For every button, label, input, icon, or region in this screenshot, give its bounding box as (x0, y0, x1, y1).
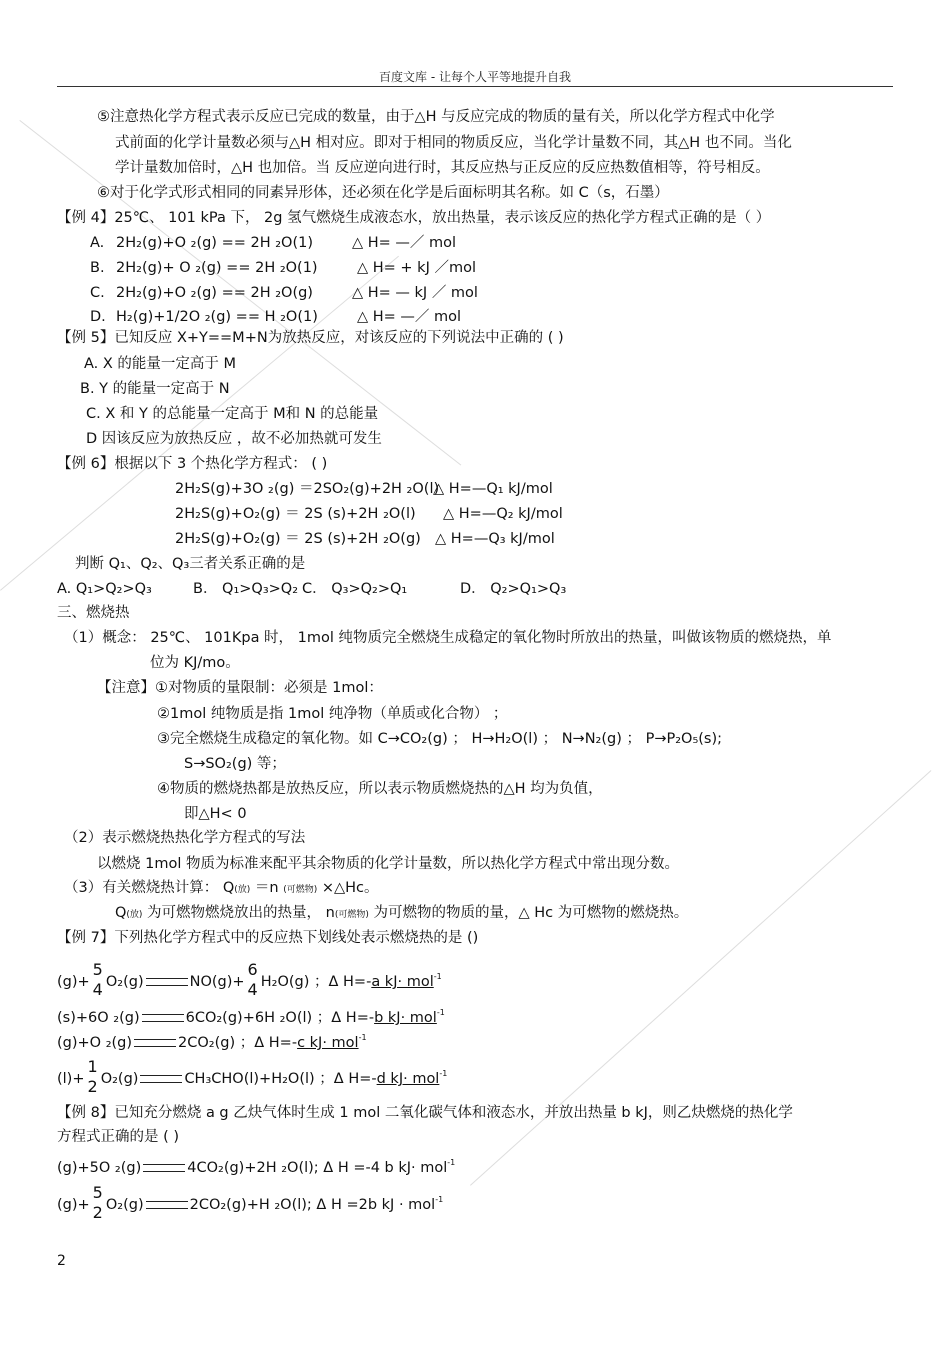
ex4-option-c-equation: 2H₂(g)+O ₂(g) == 2H ₂O(g) (116, 285, 313, 301)
watermark-line (470, 770, 931, 1186)
example-4-stem: 【例 4】25℃、 101 kPa 下， 2g 氢气燃烧生成液态水，放出热量，表示该反应的热化学方程式正确的是（ ） (57, 210, 771, 226)
ex6-option-c: C． Q₃>Q₂>Q₁ (302, 581, 408, 597)
ex4-option-d-enthalpy: △ H= —／ mol (357, 309, 462, 325)
fraction: 1 2 (87, 1057, 98, 1096)
ex6-equation-1: 2H₂S(g)+3O ₂(g) ＝2SO₂(g)+2H ₂O(l) (175, 481, 440, 497)
note-item-4: ④物质的燃烧热都是放热反应，所以表示物质燃烧热的△H 均为负值， (157, 781, 603, 797)
writing-rule-title: （2）表示燃烧热热化学方程式的写法 (64, 830, 306, 846)
note-item-3: ③完全燃烧生成稳定的氧化物。如 C→CO₂(g) ； H→H₂O(l) ； N→N₂(g) ； P→P₂O₅(s); (157, 731, 723, 747)
ex6-option-b: B． Q₁>Q₃>Q₂ (193, 581, 299, 597)
ex7-reaction-2: (s)+6O ₂(g) 6CO₂(g)+6H ₂O(l) ；Δ H=-b kJ· mol$^{-1}$ (57, 1008, 445, 1026)
note-item-1: 【注意】①对物质的量限制：必须是 1mol： (97, 680, 383, 696)
note-item-4b: 即△H< 0 (184, 806, 247, 822)
ex6-enthalpy-3: △ H=—Q₃ kJ/mol (435, 531, 555, 547)
calc-explanation: Q(放) 为可燃物燃烧放出的热量， n(可燃物) 为可燃物的物质的量，△ Hc 为可燃物的燃烧热。 (115, 905, 689, 921)
ex8-reaction-2: (g)+ 5 2 O₂(g) 2CO₂(g)+H ₂O(l); Δ H =2b kJ · mol$^{-1}$ (57, 1183, 444, 1222)
equals-arrow (140, 1075, 182, 1083)
ex6-option-a: A. Q₁>Q₂>Q₃ (57, 581, 152, 597)
ex7-reaction-3: (g)+O ₂(g) 2CO₂(g) ；Δ H=-c kJ· mol$^{-1}$ (57, 1033, 367, 1051)
equals-arrow (146, 978, 188, 986)
ex7-reaction-1: (g)+ 5 4 O₂(g) NO(g)+ 6 4 H₂O(g) ；Δ H=-a kJ· mol$^{-1}$ (57, 960, 442, 999)
ex4-option-b-equation: 2H₂(g)+ O ₂(g) == 2H ₂O(1) (116, 260, 318, 276)
fraction: 5 4 (92, 960, 103, 999)
ex5-option-b: B. Y 的能量一定高于 N (80, 381, 230, 397)
note-item-3b: S→SO₂(g) 等； (184, 756, 286, 772)
equals-arrow (134, 1039, 176, 1047)
ex7-reaction-4: (l)+ 1 2 O₂(g) CH₃CHO(l)+H₂O(l) ；Δ H=-d kJ· mol$^{-1}$ (57, 1057, 448, 1096)
ex5-option-c: C. X 和 Y 的总能量一定高于 M和 N 的总能量 (86, 406, 379, 422)
note-6-line: ⑥对于化学式形式相同的同素异形体，还必须在化学是后面标明其名称。如 C（s，石墨） (97, 185, 669, 201)
example-8-stem-2: 方程式正确的是 ( ) (57, 1129, 180, 1145)
page-header: 百度文库 - 让每个人平等地提升自我 (379, 70, 571, 84)
ex6-option-d: D． Q₂>Q₁>Q₃ (460, 581, 567, 597)
note-5-line-3: 学计量数加倍时，△H 也加倍。当 反应逆向进行时，其反应热与正反应的反应热数值相等，符号相反。 (115, 160, 770, 176)
ex8-reaction-1: (g)+5O ₂(g) 4CO₂(g)+2H ₂O(l); Δ H =-4 b kJ· mol$^{-1}$ (57, 1158, 456, 1176)
note-5-line-2: 式前面的化学计量数必须与△H 相对应。即对于相同的物质反应，当化学计量数不同，其△H 也不同。当化 (115, 135, 792, 151)
ex4-option-a-label: A. (90, 235, 105, 251)
equals-arrow (143, 1164, 185, 1172)
note-5-line-1: ⑤注意热化学方程式表示反应已完成的数量，由于△H 与反应完成的物质的量有关，所以化学方程式中化学 (97, 109, 775, 125)
ex5-option-d: D 因该反应为放热反应 ，故不必加热就可发生 (86, 431, 382, 447)
fraction: 5 2 (92, 1183, 103, 1222)
note-item-2: ②1mol 纯物质是指 1mol 纯净物（单质或化合物） ； (157, 706, 508, 722)
ex4-option-b-label: B. (90, 260, 105, 276)
example-6-stem: 【例 6】根据以下 3 个热化学方程式： ( ) (57, 456, 328, 472)
equals-arrow (142, 1014, 184, 1022)
header-divider (57, 86, 893, 87)
ex6-enthalpy-1: △ H=—Q₁ kJ/mol (433, 481, 553, 497)
page-number: 2 (57, 1253, 66, 1269)
ex6-judge: 判断 Q₁、Q₂、Q₃三者关系正确的是 (75, 556, 306, 572)
example-7-stem: 【例 7】下列热化学方程式中的反应热下划线处表示燃烧热的是 () (57, 930, 479, 946)
fraction: 6 4 (247, 960, 258, 999)
ex6-enthalpy-2: △ H=—Q₂ kJ/mol (443, 506, 563, 522)
ex4-option-d-label: D. (90, 309, 106, 325)
ex4-option-a-enthalpy: △ H= —／ mol (352, 235, 457, 251)
calc-formula: （3）有关燃烧热计算： Q(放) ＝n (可燃物) ×△Hc。 (64, 880, 379, 896)
example-5-stem: 【例 5】已知反应 X+Y==M+N为放热反应，对该反应的下列说法中正确的 ( ) (57, 330, 564, 346)
concept-line-1: （1）概念： 25℃、 101Kpa 时， 1mol 纯物质完全燃烧生成稳定的氧化物时所放出的热量，叫做该物质的燃烧热，单 (64, 630, 832, 646)
example-8-stem-1: 【例 8】已知充分燃烧 a g 乙炔气体时生成 1 mol 二氧化碳气体和液态水，并放出热量 b kJ，则乙炔燃烧的热化学 (57, 1105, 793, 1121)
ex6-equation-2: 2H₂S(g)+O₂(g) ＝ 2S (s)+2H ₂O(l) (175, 506, 416, 522)
ex4-option-c-label: C. (90, 285, 105, 301)
concept-line-2: 位为 KJ/mo。 (150, 655, 240, 671)
writing-rule-body: 以燃烧 1mol 物质为标准来配平其余物质的化学计量数，所以热化学方程式中常出现分数。 (97, 856, 679, 872)
ex4-option-c-enthalpy: △ H= — kJ ／ mol (352, 285, 478, 301)
section-3-title: 三、燃烧热 (57, 605, 130, 621)
ex6-equation-3: 2H₂S(g)+O₂(g) ＝ 2S (s)+2H ₂O(g) (175, 531, 421, 547)
ex4-option-b-enthalpy: △ H= + kJ ／mol (357, 260, 476, 276)
equals-arrow (146, 1201, 188, 1209)
ex5-option-a: A. X 的能量一定高于 M (84, 356, 237, 372)
ex4-option-a-equation: 2H₂(g)+O ₂(g) == 2H ₂O(1) (116, 235, 313, 251)
ex4-option-d-equation: H₂(g)+1/2O ₂(g) == H ₂O(1) (116, 309, 318, 325)
